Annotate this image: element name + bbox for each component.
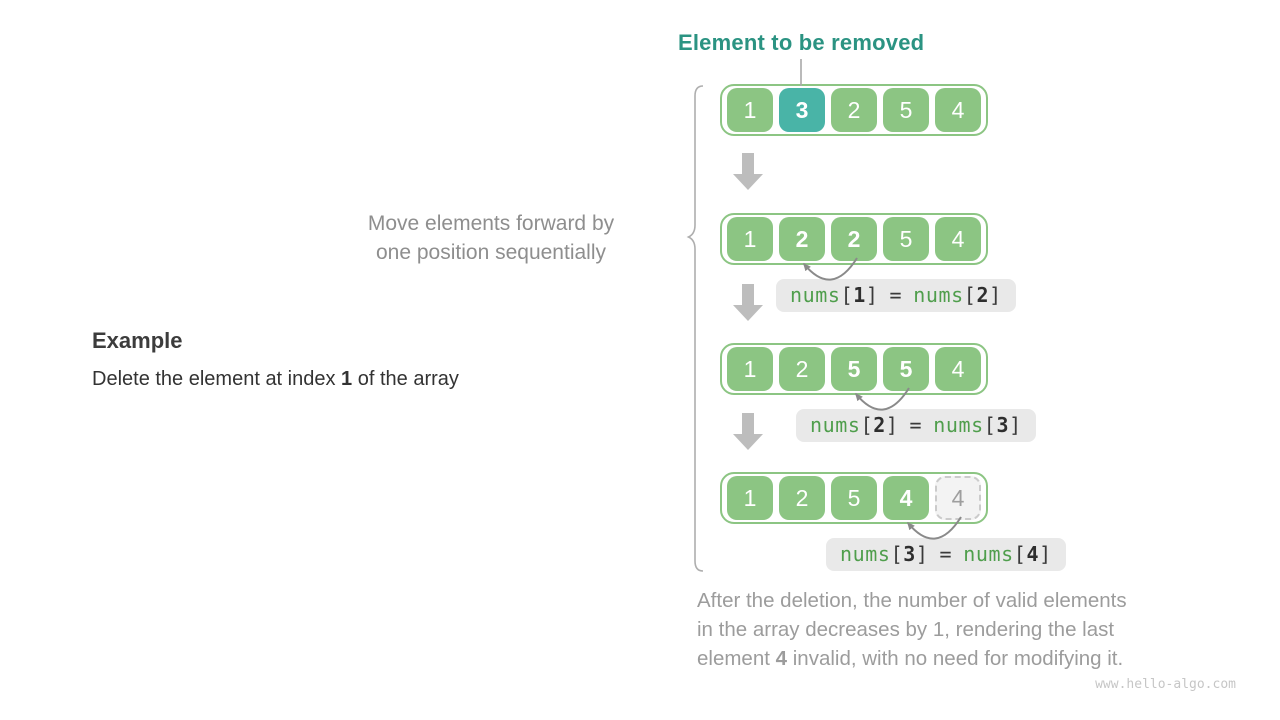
array-cell: 2 [779,347,825,391]
array-cell-moved: 5 [831,347,877,391]
down-arrow-icon [733,153,763,190]
array-cell: 4 [935,88,981,132]
footer-note [697,586,1257,673]
array-cell: 5 [831,476,877,520]
footer-line3: element [697,647,776,670]
array-cell-invalid: 4 [935,476,981,520]
code-var: nums [840,542,891,566]
footer-line2: in the array decreases by 1, rendering the last [697,618,1115,641]
down-arrow-icon [733,413,763,450]
move-note-line1: Move elements forward by [367,212,615,235]
array-cell: 2 [779,476,825,520]
example-text-suffix: of the array [352,368,459,390]
code-var: nums [790,283,841,307]
footer-line1: After the deletion, the number of valid elements [697,589,1127,612]
array-cell: 1 [727,88,773,132]
array-cell-to-remove: 3 [779,88,825,132]
left-curly-brace [689,86,704,571]
array-cell-source: 5 [883,347,929,391]
array-row-3 [720,343,988,395]
array-cell-moved: 2 [779,217,825,261]
example-index: 1 [341,368,353,390]
move-note [320,209,662,267]
array-cell: 5 [883,88,929,132]
code-label-3: nums[3] = nums[4] [826,538,1066,571]
watermark: www.hello-algo.com [1095,677,1236,692]
example-body [92,368,459,391]
example-heading: Example [92,328,183,353]
footer-line3-suffix: invalid, with no need for modifying it. [787,647,1124,670]
array-cell: 5 [883,217,929,261]
code-var: nums [963,542,1014,566]
code-var: nums [913,283,964,307]
footer-invalid-value: 4 [775,647,788,670]
code-var: nums [810,413,861,437]
down-arrow-icon [733,284,763,321]
array-cell: 1 [727,217,773,261]
array-cell-source: 2 [831,217,877,261]
code-label-1: nums[1] = nums[2] [776,279,1016,312]
array-row-2 [720,213,988,265]
array-row-4 [720,472,988,524]
array-cell: 1 [727,476,773,520]
array-cell-moved: 4 [883,476,929,520]
array-row-1 [720,84,988,136]
code-var: nums [933,413,984,437]
array-cell: 4 [935,217,981,261]
diagram-title: Element to be removed [678,30,925,55]
array-cell: 1 [727,347,773,391]
move-note-line2: one position sequentially [376,241,606,264]
example-text: Delete the element at index [92,368,342,390]
code-label-2: nums[2] = nums[3] [796,409,1036,442]
array-cell: 4 [935,347,981,391]
array-cell: 2 [831,88,877,132]
